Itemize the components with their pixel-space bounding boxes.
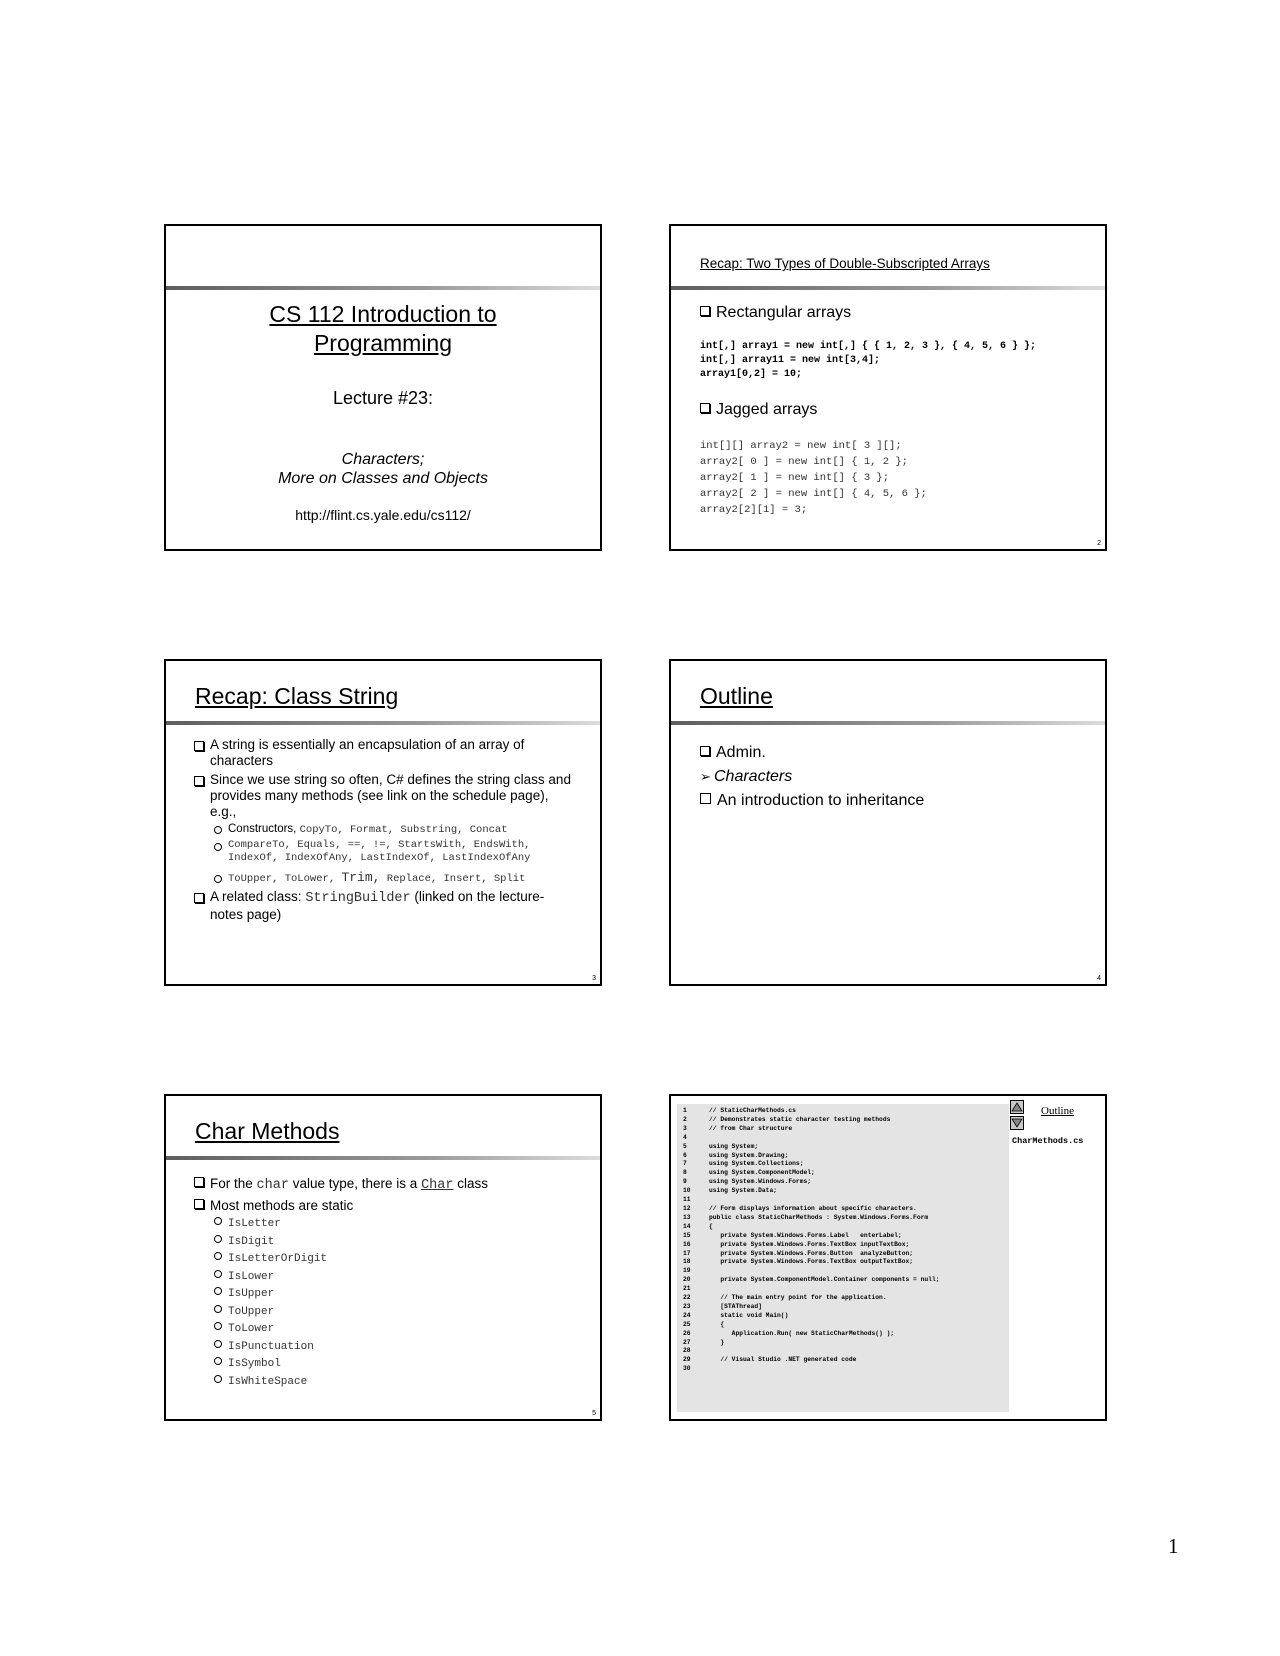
code-text: using System.ComponentModel; (709, 1169, 815, 1177)
circle-bullet-icon (214, 1235, 222, 1243)
line-number: 24 (683, 1311, 691, 1319)
lecture-number: Lecture #23: (332, 388, 434, 408)
line-number: 27 (683, 1338, 691, 1346)
code-text: using System.Windows.Forms; (709, 1178, 812, 1186)
bullet-item: A string is essentially an encapsulation of an array of characters (194, 737, 574, 769)
code-line: array2[ 0 ] = new int[] { 1, 2 }; (700, 456, 908, 468)
code-text: static void Main() (709, 1311, 789, 1319)
bullet-jagged: Jagged arrays (700, 401, 817, 419)
bullet-item: Since we use string so often, C# defines the string class and provides many methods (see link on the schedule page), e.g., (194, 772, 574, 820)
line-number: 18 (683, 1258, 691, 1266)
slide-page-number: 4 (1097, 975, 1101, 982)
code-line: int[,] array11 = new int[3,4]; (700, 355, 881, 366)
line-number: 5 (683, 1142, 687, 1150)
code-row (683, 1339, 940, 1348)
code-text: private System.Windows.Forms.TextBox inputTextBox; (709, 1240, 910, 1248)
circle-bullet-icon (214, 1357, 222, 1365)
code-row (683, 1303, 940, 1312)
line-number: 4 (683, 1133, 687, 1141)
line-number: 6 (683, 1151, 687, 1159)
circle-bullet-icon (214, 1252, 222, 1260)
title-divider (166, 1156, 600, 1160)
checkbox-bullet-icon (700, 403, 710, 413)
line-number: 20 (683, 1276, 691, 1284)
code-text: using System.Collections; (709, 1160, 804, 1168)
code-text: Application.Run( new StaticCharMethods() ); (709, 1329, 895, 1337)
slide-3 (164, 659, 602, 986)
title-divider (671, 721, 1105, 725)
line-number: 3 (683, 1124, 687, 1132)
title-divider (671, 286, 1105, 290)
code-row (683, 1232, 940, 1241)
arrow-bullet-icon: ➢ (700, 769, 711, 784)
slide-5 (164, 1094, 602, 1421)
circle-bullet-icon (214, 1322, 222, 1330)
slide-page-number: 5 (592, 1410, 596, 1417)
code-row (683, 1330, 940, 1339)
slide-page-number: 3 (592, 975, 596, 982)
code-text: using System.Drawing; (709, 1151, 789, 1159)
code-row (683, 1160, 940, 1169)
code-row (683, 1294, 940, 1303)
method-item: ToLower (214, 1321, 488, 1339)
code-row (683, 1267, 940, 1276)
code-text: // Form displays information about specific characters. (709, 1204, 917, 1212)
sub-bullet-item: ToUpper, ToLower, Trim, Replace, Insert, Split (214, 871, 574, 886)
code-row (683, 1285, 940, 1294)
circle-bullet-icon (214, 826, 222, 834)
code-row (683, 1196, 940, 1205)
line-number: 25 (683, 1320, 691, 1328)
line-number: 28 (683, 1347, 691, 1355)
code-text: private System.Windows.Forms.Label enterLabel; (709, 1231, 902, 1239)
code-text: public class StaticCharMethods : System.Windows.Forms.Form (709, 1213, 929, 1221)
line-number: 23 (683, 1302, 691, 1310)
code-line: int[][] array2 = new int[ 3 ][]; (700, 440, 902, 452)
code-text: private System.Windows.Forms.TextBox outputTextBox; (709, 1258, 914, 1266)
method-item: IsWhiteSpace (214, 1374, 488, 1392)
method-item: IsLower (214, 1269, 488, 1287)
line-number: 30 (683, 1365, 691, 1373)
outline-link[interactable]: Outline (1041, 1105, 1074, 1117)
code-line: array2[2][1] = 3; (700, 504, 808, 516)
sub-bullet-item: CompareTo, Equals, ==, !=, StartsWith, EndsWith, IndexOf, IndexOfAny, LastIndexOf, LastIndexOfAny (214, 839, 574, 865)
checkbox-bullet-icon (194, 1199, 204, 1209)
checkbox-bullet-icon (700, 746, 710, 756)
line-number: 26 (683, 1329, 691, 1337)
line-number: 8 (683, 1169, 687, 1177)
code-text: // from Char structure (709, 1124, 793, 1132)
slide-title: Outline (700, 683, 773, 709)
line-number: 19 (683, 1267, 691, 1275)
checkbox-bullet-icon (194, 741, 204, 751)
line-number: 29 (683, 1356, 691, 1364)
outline-item-admin: Admin. (700, 741, 924, 765)
code-row (683, 1241, 940, 1250)
circle-bullet-icon (214, 1340, 222, 1348)
method-item: IsSymbol (214, 1356, 488, 1374)
outline-item-inheritance: An introduction to inheritance (700, 789, 924, 813)
code-text: // StaticCharMethods.cs (709, 1107, 796, 1114)
method-item: ToUpper (214, 1304, 488, 1322)
bullet-rectangular: Rectangular arrays (700, 304, 851, 322)
code-text: // Visual Studio .NET generated code (709, 1356, 857, 1364)
line-number: 7 (683, 1160, 687, 1168)
line-number: 21 (683, 1285, 691, 1293)
circle-bullet-icon (214, 1305, 222, 1313)
subtitle-line2: More on Classes and Objects (278, 470, 488, 487)
code-text: using System.Data; (709, 1187, 778, 1195)
code-line: array2[ 2 ] = new int[] { 4, 5, 6 }; (700, 488, 927, 500)
triangle-down-icon (1011, 1117, 1023, 1129)
course-url[interactable]: http://flint.cs.yale.edu/cs112/ (295, 507, 471, 523)
code-row (683, 1312, 940, 1321)
line-number: 2 (683, 1115, 687, 1123)
code-row (683, 1214, 940, 1223)
code-text: [STAThread] (709, 1302, 762, 1310)
line-number: 16 (683, 1240, 691, 1248)
code-row (683, 1134, 940, 1143)
method-item: IsDigit (214, 1234, 488, 1252)
line-number: 10 (683, 1187, 691, 1195)
line-number: 17 (683, 1249, 691, 1257)
code-text: // The main entry point for the application. (709, 1294, 887, 1302)
code-row (683, 1205, 940, 1214)
code-row (683, 1321, 940, 1330)
slide-title: Recap: Class String (195, 683, 399, 709)
slide-title: Char Methods (195, 1118, 340, 1144)
square-bullet-icon (700, 793, 711, 804)
line-number: 15 (683, 1231, 691, 1239)
code-row (683, 1258, 940, 1267)
triangle-up-icon (1011, 1101, 1023, 1113)
code-text: private System.Windows.Forms.Button analyzeButton; (709, 1249, 914, 1257)
bullet-item: Most methods are static (194, 1196, 488, 1216)
bullet-item: A related class: StringBuilder (linked on the lecture-notes page) (194, 889, 574, 923)
code-row (683, 1125, 940, 1134)
line-number: 1 (683, 1107, 687, 1114)
code-row (683, 1107, 940, 1116)
code-row (683, 1250, 940, 1259)
code-row (683, 1116, 940, 1125)
checkbox-bullet-icon (194, 893, 204, 903)
file-name: CharMethods.cs (1012, 1136, 1084, 1146)
line-number: 11 (683, 1196, 691, 1204)
circle-bullet-icon (214, 1217, 222, 1225)
code-row (683, 1356, 940, 1365)
circle-bullet-icon (214, 875, 222, 883)
code-text: using System; (709, 1142, 759, 1150)
method-item: IsLetter (214, 1216, 488, 1234)
slide-6 (669, 1094, 1107, 1421)
circle-bullet-icon (214, 1287, 222, 1295)
slide-page-number: 2 (1097, 540, 1101, 547)
slide-4 (669, 659, 1107, 986)
slide-title: CS 112 Introduction to (269, 301, 497, 327)
slide-1 (164, 224, 602, 551)
circle-bullet-icon (214, 1270, 222, 1278)
page-number: 1 (1168, 1534, 1179, 1558)
code-row (683, 1365, 940, 1374)
code-row (683, 1143, 940, 1152)
code-text: { (709, 1222, 713, 1230)
line-number: 12 (683, 1204, 691, 1212)
circle-bullet-icon (214, 843, 222, 851)
code-text: { (709, 1320, 725, 1328)
code-row (683, 1276, 940, 1285)
code-row (683, 1152, 940, 1161)
method-item: IsUpper (214, 1286, 488, 1304)
line-number: 9 (683, 1178, 687, 1186)
slide-2 (669, 224, 1107, 551)
code-row (683, 1187, 940, 1196)
scroll-down-button[interactable] (1010, 1116, 1024, 1130)
slide-title-line2: Programming (313, 330, 453, 356)
line-number: 14 (683, 1222, 691, 1230)
title-divider (166, 286, 600, 290)
slide-title: Recap: Two Types of Double-Subscripted Arrays (700, 256, 990, 271)
scroll-up-button[interactable] (1010, 1100, 1024, 1114)
title-divider (166, 721, 600, 725)
circle-bullet-icon (214, 1375, 222, 1383)
method-item: IsLetterOrDigit (214, 1251, 488, 1269)
code-row (683, 1178, 940, 1187)
subtitle-line1: Characters; (341, 451, 425, 468)
code-text: private System.ComponentModel.Container components = null; (709, 1276, 940, 1284)
line-number: 22 (683, 1294, 691, 1302)
bullet-item: For the char value type, there is a Char class (194, 1174, 488, 1196)
method-item: IsPunctuation (214, 1339, 488, 1357)
code-row (683, 1223, 940, 1232)
checkbox-bullet-icon (194, 1177, 204, 1187)
outline-item-characters: ➢ Characters (700, 765, 924, 789)
code-row (683, 1347, 940, 1356)
checkbox-bullet-icon (194, 776, 204, 786)
code-row (683, 1169, 940, 1178)
code-listing (677, 1104, 1009, 1412)
code-line: array2[ 1 ] = new int[] { 3 }; (700, 472, 890, 484)
code-line: array1[0,2] = 10; (700, 369, 803, 380)
code-text: // Demonstrates static character testing methods (709, 1115, 891, 1123)
line-number: 13 (683, 1213, 691, 1221)
code-line: int[,] array1 = new int[,] { { 1, 2, 3 }, { 4, 5, 6 } }; (700, 341, 1037, 352)
code-text: } (709, 1338, 725, 1346)
checkbox-bullet-icon (700, 306, 710, 316)
sub-bullet-item: Constructors, CopyTo, Format, Substring, Concat (214, 822, 574, 837)
